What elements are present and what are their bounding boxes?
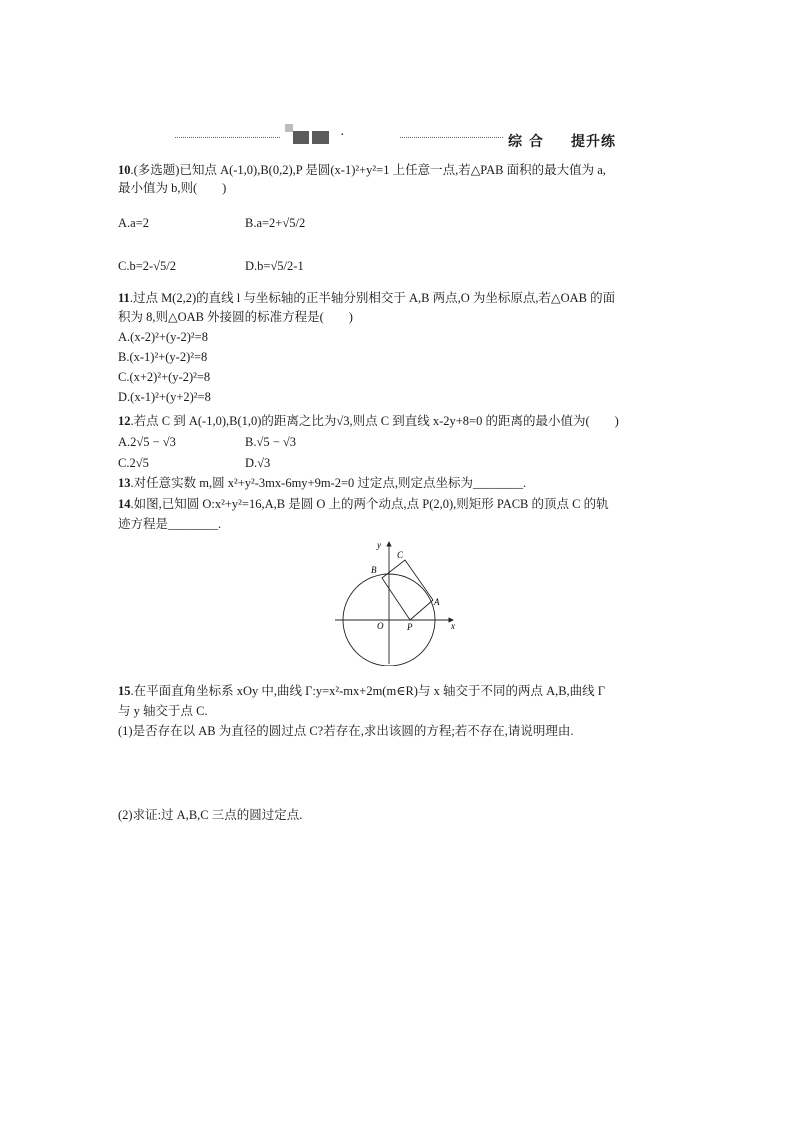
q11-option-b: B.(x-1)²+(y-2)²=8 (118, 350, 208, 364)
q10-line2: 最小值为 b,则( ) (118, 181, 227, 195)
q11-stem: .过点 M(2,2)的直线 l 与坐标轴的正半轴分别相交于 A,B 两点,O 为坐标原点,若△OAB 的面 (129, 291, 616, 305)
header-dots-right (400, 137, 503, 138)
q14-figure (333, 536, 463, 666)
label-x: x (451, 621, 455, 631)
q11-option-c: C.(x+2)²+(y-2)²=8 (118, 370, 211, 384)
q14-number: 14 (118, 497, 131, 511)
q14-line1 (118, 496, 609, 512)
q10-stem: .(多选题)已知点 A(-1,0),B(0,2),P 是圆(x-1)²+y²=1 上任意一点,若△PAB 面积的最大值为 a, (130, 163, 606, 177)
header-deco-light (285, 124, 293, 132)
label-o: O (377, 621, 384, 631)
q13-number: 13 (118, 476, 131, 490)
q12-option-d: D.√3 (245, 456, 271, 470)
q15-line2: 与 y 轴交于点 C. (118, 704, 208, 718)
q15-stem: .在平面直角坐标系 xOy 中,曲线 Γ:y=x²-mx+2m(m∈R)与 x 轴交于不同的两点 A,B,曲线 Γ (130, 684, 606, 698)
q11-line2: 积为 8,则△OAB 外接圆的标准方程是( ) (118, 310, 353, 324)
q12-stem: .若点 C 到 A(-1,0),B(1,0)的距离之比为√3,则点 C 到直线 x-2y+8=0 的距离的最小值为( ) (130, 414, 619, 428)
q13-stem: .对任意实数 m,圆 x²+y²-3mx-6my+9m-2=0 过定点,则定点坐标为________. (130, 476, 527, 490)
q11-number: 11 (118, 291, 130, 305)
header-deco-block-2 (312, 131, 329, 144)
q12-number: 12 (118, 414, 131, 428)
q10-line1 (118, 162, 606, 178)
header-title-right: 提升练 (571, 134, 616, 150)
q11-option-a: A.(x-2)²+(y-2)²=8 (118, 330, 208, 344)
q14-stem: .如图,已知圆 O:x²+y²=16,A,B 是圆 O 上的两个动点,点 P(2,0),则矩形 PACB 的顶点 C 的轨 (130, 497, 609, 511)
label-p: P (407, 622, 413, 632)
q10-number: 10 (118, 163, 131, 177)
header-dots-left (175, 137, 280, 138)
header-title-left: 综 合 (508, 134, 544, 150)
q15-number: 15 (118, 684, 131, 698)
q12-option-a: A.2√5 − √3 (118, 435, 176, 449)
q15-part1: (1)是否存在以 AB 为直径的圆过点 C?若存在,求出该圆的方程;若不存在,请说明理由. (118, 724, 574, 738)
q15-line1 (118, 683, 605, 699)
label-a: A (434, 597, 440, 607)
q15-part2: (2)求证:过 A,B,C 三点的圆过定点. (118, 808, 303, 822)
q10-option-a: A.a=2 (118, 216, 149, 230)
header-deco-block-1 (293, 131, 309, 144)
q12-option-c: C.2√5 (118, 456, 149, 470)
q10-option-d: D.b=√5/2-1 (245, 259, 304, 273)
label-c: C (397, 550, 404, 560)
q14-line2: 迹方程是________. (118, 517, 222, 531)
q11-line1 (118, 290, 615, 306)
header-dot: · (340, 128, 345, 143)
q12-line1 (118, 413, 619, 429)
q12-option-b: B.√5 − √3 (245, 435, 296, 449)
label-y: y (377, 540, 381, 550)
q13-line1 (118, 475, 526, 491)
q11-option-d: D.(x-1)²+(y+2)²=8 (118, 390, 211, 404)
q10-option-b: B.a=2+√5/2 (245, 216, 306, 230)
label-b: B (371, 565, 377, 575)
q10-option-c: C.b=2-√5/2 (118, 259, 177, 273)
rectangle-pacb (382, 560, 433, 620)
